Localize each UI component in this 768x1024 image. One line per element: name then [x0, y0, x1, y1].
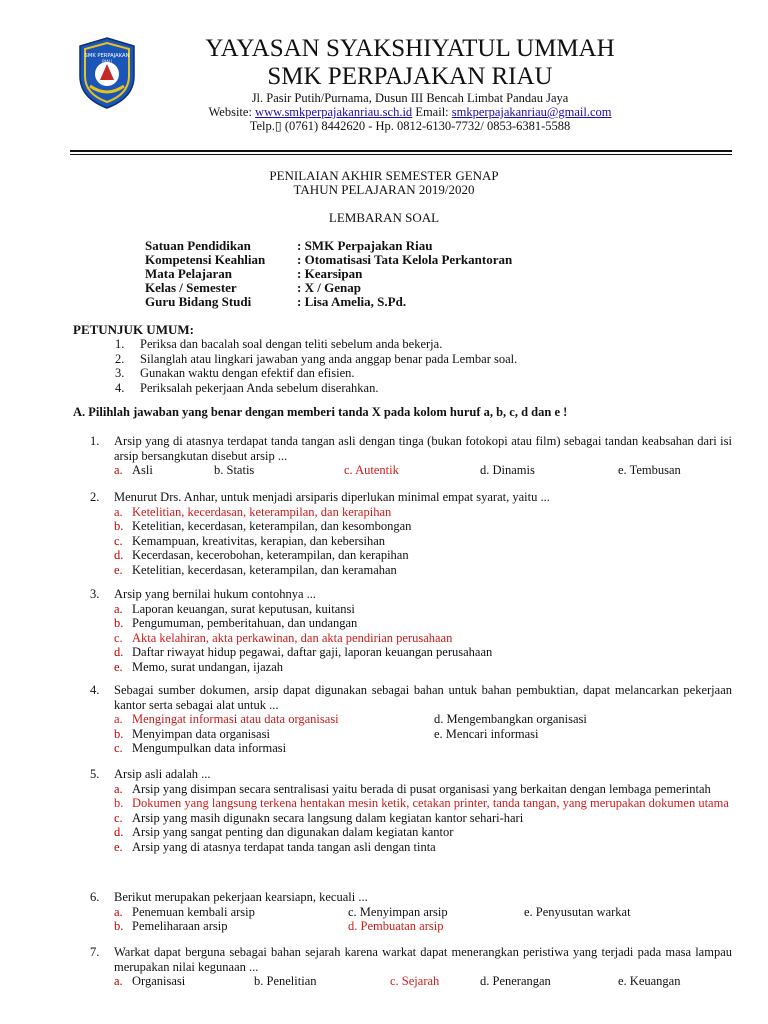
option-a[interactable] — [114, 905, 255, 920]
option-a[interactable] — [114, 974, 185, 989]
option-letter: b. — [114, 616, 124, 630]
option-letter: c. — [114, 533, 123, 548]
question-number: 4. — [90, 683, 100, 697]
option-letter: a. — [114, 904, 123, 919]
question-4 — [90, 683, 732, 756]
option-d[interactable]: d. Dinamis — [480, 463, 535, 477]
option-text: Kecerdasan, kecerobohan, keterampilan, dan kerapihan — [132, 548, 409, 562]
instruction-item — [73, 352, 517, 367]
instruction-number: 2. — [115, 351, 125, 366]
instruction-text: Periksalah pekerjaan Anda sebelum diserahkan. — [140, 380, 379, 395]
instruction-item — [73, 381, 517, 396]
question-number: 5. — [90, 767, 100, 781]
option-c[interactable]: c. Menyimpan arsip — [348, 904, 448, 919]
instruction-text: Gunakan waktu dengan efektif dan efisien. — [140, 366, 355, 380]
question-stem: Menurut Drs. Anhar, untuk menjadi arsiparis diperlukan minimal empat syarat, yaitu ... — [114, 490, 550, 504]
option-letter: b. — [114, 519, 124, 533]
question-number: 3. — [90, 587, 100, 601]
option-text: Dokumen yang langsung terkena hentakan mesin ketik, cetakan printer, tanda tangan, yang merupakan dokumen utama — [132, 796, 729, 810]
exam-title: PENILAIAN AKHIR SEMESTER GENAP — [269, 168, 499, 183]
phone-line: Telp.▯ (0761) 8442620 - Hp. 0812-6130-7732/ 0853-6381-5588 — [249, 119, 571, 133]
info-row — [145, 281, 512, 295]
option-letter: b. — [114, 726, 124, 741]
options-row — [114, 463, 732, 478]
option-letter: c. — [114, 810, 123, 825]
info-row — [145, 239, 512, 253]
logo-subtext: RIAU — [102, 59, 112, 64]
info-row — [145, 253, 512, 267]
option-b[interactable] — [114, 616, 732, 631]
option-b[interactable] — [114, 519, 732, 534]
info-key: Kelas / Semester — [145, 280, 237, 295]
option-text: Organisasi — [132, 974, 186, 988]
options-row — [114, 905, 732, 920]
option-text: Penemuan kembali arsip — [132, 904, 255, 919]
option-text: Ketelitian, kecerdasan, keterampilan, dan kerapihan — [132, 504, 392, 519]
question-3 — [90, 587, 732, 674]
option-text: Mengumpulkan data informasi — [132, 741, 287, 755]
options-row — [114, 974, 732, 989]
info-key: Satuan Pendidikan — [145, 238, 251, 253]
logo-text: SMK PERPAJAKAN — [84, 53, 130, 59]
option-letter: a. — [114, 463, 123, 477]
option-text: Menyimpan data organisasi — [132, 726, 270, 741]
option-text: Arsip yang sangat penting dan digunakan dalam kegiatan kantor — [132, 825, 454, 839]
foundation-name: YAYASAN SYAKSHIYATUL UMMAH — [205, 35, 615, 62]
option-b[interactable] — [114, 796, 732, 811]
contact-line — [150, 105, 670, 119]
option-a[interactable] — [114, 712, 339, 727]
school-name: SMK PERPAJAKAN RIAU — [267, 63, 553, 90]
sheet-title: LEMBARAN SOAL — [328, 210, 440, 225]
option-e[interactable] — [114, 563, 732, 578]
option-c[interactable]: c. Sejarah — [390, 974, 440, 988]
info-key: Kompetensi Keahlian — [145, 252, 266, 267]
option-d[interactable]: d. Penerangan — [480, 974, 551, 988]
question-number: 7. — [90, 945, 100, 959]
instruction-number: 1. — [115, 337, 125, 351]
options-list — [114, 782, 732, 855]
option-a[interactable] — [114, 782, 732, 797]
instruction-number: 4. — [115, 380, 125, 395]
instruction-item — [73, 337, 517, 352]
exam-info — [145, 239, 512, 309]
option-e[interactable]: e. Mencari informasi — [434, 726, 539, 741]
option-letter: c. — [114, 630, 123, 645]
option-letter: e. — [114, 839, 123, 854]
option-letter: b. — [114, 919, 124, 933]
question-stem: Warkat dapat berguna sebagai bahan sejarah karena warkat dapat menerangkan peristiwa yang terjadi pada masa lampau merupakan nilai kegunaan ... — [114, 945, 732, 974]
option-d[interactable]: d. Mengembangkan organisasi — [434, 712, 587, 726]
instruction-text: Silanglah atau lingkari jawaban yang anda anggap benar pada Lembar soal. — [140, 351, 518, 366]
option-b[interactable]: b. Statis — [214, 463, 255, 477]
options-row — [114, 741, 732, 756]
option-c[interactable]: c. Autentik — [344, 463, 399, 477]
options-row — [114, 727, 732, 742]
options-row — [114, 919, 732, 934]
email-link[interactable]: smkperpajakanriau@gmail.com — [451, 105, 612, 119]
options-list — [114, 505, 732, 578]
option-letter: a. — [114, 504, 123, 519]
option-c[interactable] — [114, 741, 286, 756]
exam-year: TAHUN PELAJARAN 2019/2020 — [293, 182, 475, 197]
option-text: Pengumuman, pemberitahuan, dan undangan — [132, 616, 358, 630]
option-c[interactable] — [114, 811, 732, 826]
option-letter: d. — [114, 825, 124, 839]
instructions-title: PETUNJUK UMUM: — [73, 322, 194, 337]
option-d[interactable]: d. Pembuatan arsip — [348, 919, 444, 933]
option-letter: d. — [114, 645, 124, 659]
option-letter: b. — [114, 796, 124, 810]
option-a[interactable] — [114, 505, 732, 520]
option-c[interactable] — [114, 631, 732, 646]
option-text: Pemeliharaan arsip — [132, 919, 228, 933]
school-address: Jl. Pasir Putih/Purnama, Dusun III Bencah Limbat Pandau Jaya — [251, 91, 569, 105]
option-e[interactable] — [114, 840, 732, 855]
option-text: Daftar riwayat hidup pegawai, daftar gaji, laporan keuangan perusahaan — [132, 645, 493, 659]
question-5 — [90, 767, 732, 854]
option-letter: a. — [114, 781, 123, 796]
option-b[interactable] — [114, 919, 227, 934]
option-e[interactable] — [114, 660, 732, 675]
option-letter: c. — [114, 741, 123, 755]
info-value: : Otomatisasi Tata Kelola Perkantoran — [297, 252, 513, 267]
option-text: Ketelitian, kecerdasan, keterampilan, dan kesombongan — [132, 519, 412, 533]
option-text: Arsip yang di atasnya terdapat tanda tangan asli dengan tinta — [132, 839, 436, 854]
option-e[interactable]: e. Tembusan — [618, 463, 681, 477]
option-text: Kemampuan, kreativitas, kerapian, dan kebersihan — [132, 533, 386, 548]
info-value: : X / Genap — [297, 280, 361, 295]
email-label: Email: — [412, 105, 452, 119]
question-number: 6. — [90, 890, 100, 904]
info-value: : SMK Perpajakan Riau — [297, 238, 433, 253]
question-number: 2. — [90, 490, 100, 504]
option-text: Laporan keuangan, surat keputusan, kuitansi — [132, 601, 355, 616]
option-letter: a. — [114, 601, 123, 616]
option-d[interactable] — [114, 645, 732, 660]
option-text: Memo, surat undangan, ijazah — [132, 659, 283, 674]
instruction-number: 3. — [115, 366, 125, 380]
option-text: Akta kelahiran, akta perkawinan, dan akta pendirian perusahaan — [132, 630, 453, 645]
option-a[interactable] — [114, 602, 732, 617]
option-b[interactable] — [114, 727, 270, 742]
question-6 — [90, 890, 732, 934]
website-link[interactable]: www.smkperpajakanriau.sch.id — [255, 105, 413, 119]
option-text: Asli — [132, 463, 153, 477]
option-text: Arsip yang disimpan secara sentralisasi yaitu berada di pusat organisasi yang berkaitan dengan lembaga pemerintah — [132, 781, 711, 796]
info-row — [145, 267, 512, 281]
question-1 — [90, 434, 732, 478]
option-letter: a. — [114, 974, 123, 988]
question-stem: Sebagai sumber dokumen, arsip dapat digunakan sebagai bahan untuk bahan pembuktian, dapat melancarkan pekerjaan kantor serta sebagai alat untuk ... — [114, 683, 732, 712]
option-e[interactable]: e. Keuangan — [618, 974, 681, 988]
option-c[interactable] — [114, 534, 732, 549]
general-instructions — [73, 323, 517, 395]
header-divider — [70, 150, 732, 155]
question-stem: Arsip yang bernilai hukum contohnya ... — [114, 587, 317, 601]
option-text: Arsip yang masih digunakn secara langsung dalam kegiatan kantor sehari-hari — [132, 810, 524, 825]
info-key: Guru Bidang Studi — [145, 294, 252, 309]
section-a-heading: A. Pilihlah jawaban yang benar dengan memberi tanda X pada kolom huruf a, b, c, d dan e ! — [73, 405, 568, 419]
options-list — [114, 602, 732, 675]
options-row — [114, 712, 732, 727]
info-value: : Lisa Amelia, S.Pd. — [297, 294, 407, 309]
option-letter: e. — [114, 562, 123, 577]
option-text: Mengingat informasi atau data organisasi — [132, 712, 339, 726]
option-text: Ketelitian, kecerdasan, keterampilan, dan keramahan — [132, 562, 397, 577]
question-number: 1. — [90, 434, 100, 448]
option-letter: a. — [114, 712, 123, 726]
info-row — [145, 295, 512, 309]
option-a[interactable] — [114, 463, 153, 478]
option-b[interactable]: b. Penelitian — [254, 974, 317, 988]
option-letter: e. — [114, 659, 123, 674]
option-letter: d. — [114, 548, 124, 562]
question-2 — [90, 490, 732, 577]
option-d[interactable] — [114, 548, 732, 563]
info-key: Mata Pelajaran — [145, 266, 233, 281]
question-stem: Arsip asli adalah ... — [114, 767, 211, 781]
instruction-text: Periksa dan bacalah soal dengan teliti sebelum anda bekerja. — [140, 337, 443, 351]
question-stem: Arsip yang di atasnya terdapat tanda tangan asli dengan tinga (bukan fotokopi atau film) sebagai tandan keabsahan dari isi arsip bersangkutan disebut arsip ... — [114, 434, 732, 463]
question-stem: Berikut merupakan pekerjaan kearsiapn, kecuali ... — [114, 890, 368, 904]
question-7 — [90, 945, 732, 989]
option-e[interactable]: e. Penyusutan warkat — [524, 904, 631, 919]
info-value: : Kearsipan — [297, 266, 363, 281]
instruction-item — [73, 366, 517, 381]
website-label: Website: — [208, 105, 256, 119]
option-d[interactable] — [114, 825, 732, 840]
